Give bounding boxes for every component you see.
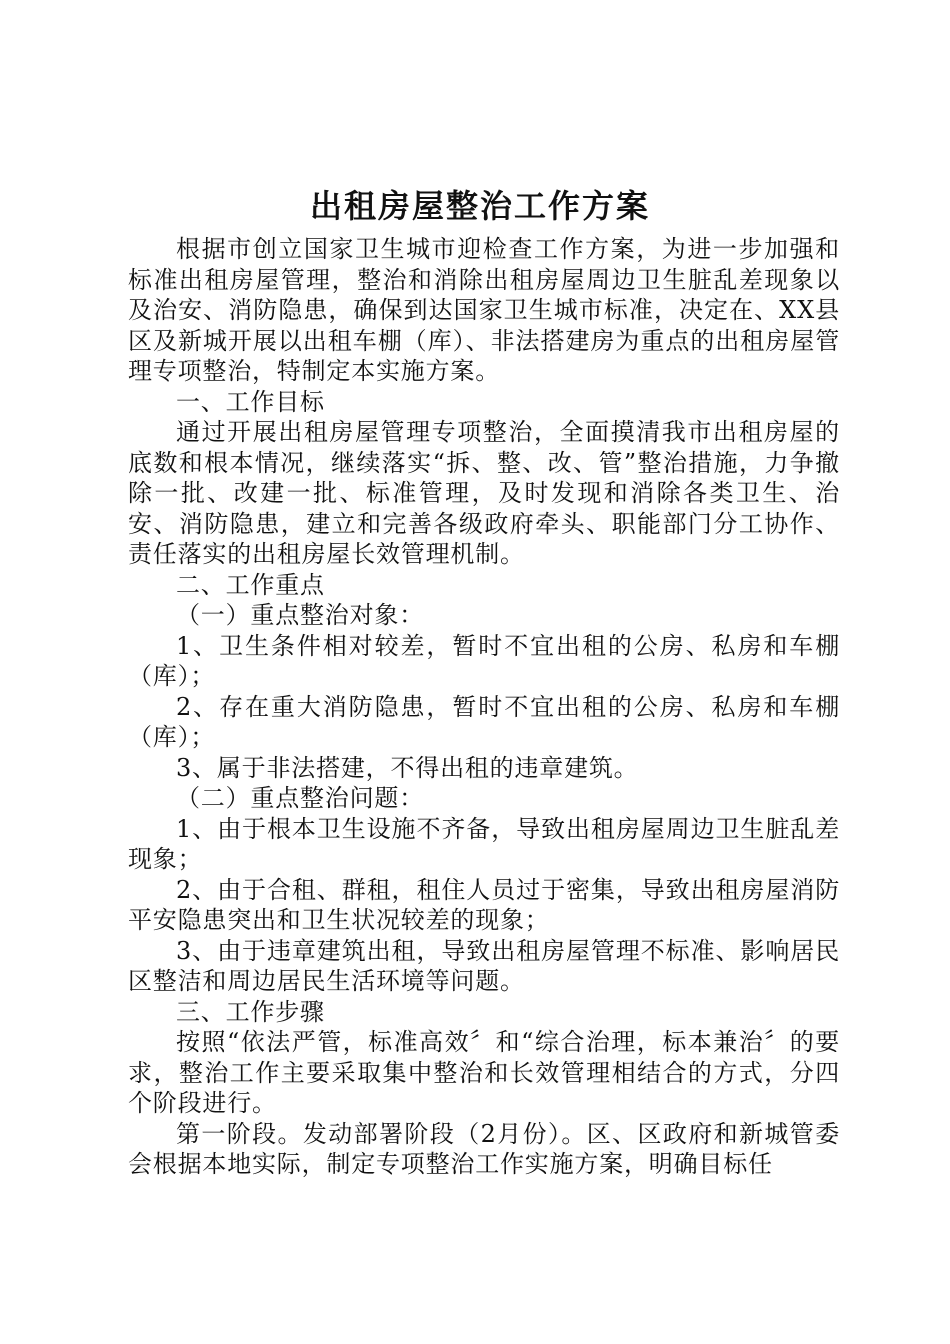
section-heading-focus: 二、工作重点 [176,570,325,599]
target-item-1: 1、卫生条件相对较差，暂时不宜出租的公房、私房和车棚（库）； [128,631,840,690]
section-heading-goals: 一、工作目标 [176,387,325,416]
target-item-2: 2、存在重大消防隐患，暂时不宜出租的公房、私房和车棚（库）； [128,692,840,751]
intro-paragraph: 根据市创立国家卫生城市迎检查工作方案，为进一步加强和标准出租房屋管理，整治和消除出租房屋周边卫生脏乱差现象以及治安、消防隐患，确保到达国家卫生城市标准，决定在、XX县区及新城开展以出租车棚（库）、非法搭建房为重点的出租房屋管理专项整治，特制定本实施方案。 [128,235,840,385]
goals-paragraph: 通过开展出租房屋管理专项整治，全面摸清我市出租房屋的底数和根本情况，继续落实“拆、整、改、管”整治措施，力争撤除一批、改建一批、标准管理，及时发现和消除各类卫生、治安、消防隐患，建立和完善各级政府牵头、职能部门分工协作、责任落实的出租房屋长效管理机制。 [128,418,840,568]
subheading-targets: （一）重点整治对象： [176,601,424,629]
problem-item-1: 1、由于根本卫生设施不齐备，导致出租房屋周边卫生脏乱差现象； [128,814,840,873]
document-title: 出租房屋整治工作方案 [309,187,650,225]
subheading-problems: （二）重点整治问题： [176,784,424,812]
stage-one-paragraph: 第一阶段。发动部署阶段（2月份）。区、区政府和新城管委会根据本地实际，制定专项整治工作实施方案，明确目标任 [128,1119,840,1178]
problem-item-2: 2、由于合租、群租，租住人员过于密集，导致出租房屋消防平安隐患突出和卫生状况较差的现象； [128,875,840,934]
section-heading-steps: 三、工作步骤 [176,997,325,1026]
document-body [128,234,840,1180]
target-item-3: 3、属于非法搭建，不得出租的违章建筑。 [176,753,639,782]
steps-paragraph: 按照“依法严管，标准高效〞和“综合治理，标本兼治〞的要求，整治工作主要采取集中整治和长效管理相结合的方式，分四个阶段进行。 [128,1028,840,1117]
problem-item-3: 3、由于违章建筑出租，导致出租房屋管理不标准、影响居民区整洁和周边居民生活环境等问题。 [128,936,840,995]
